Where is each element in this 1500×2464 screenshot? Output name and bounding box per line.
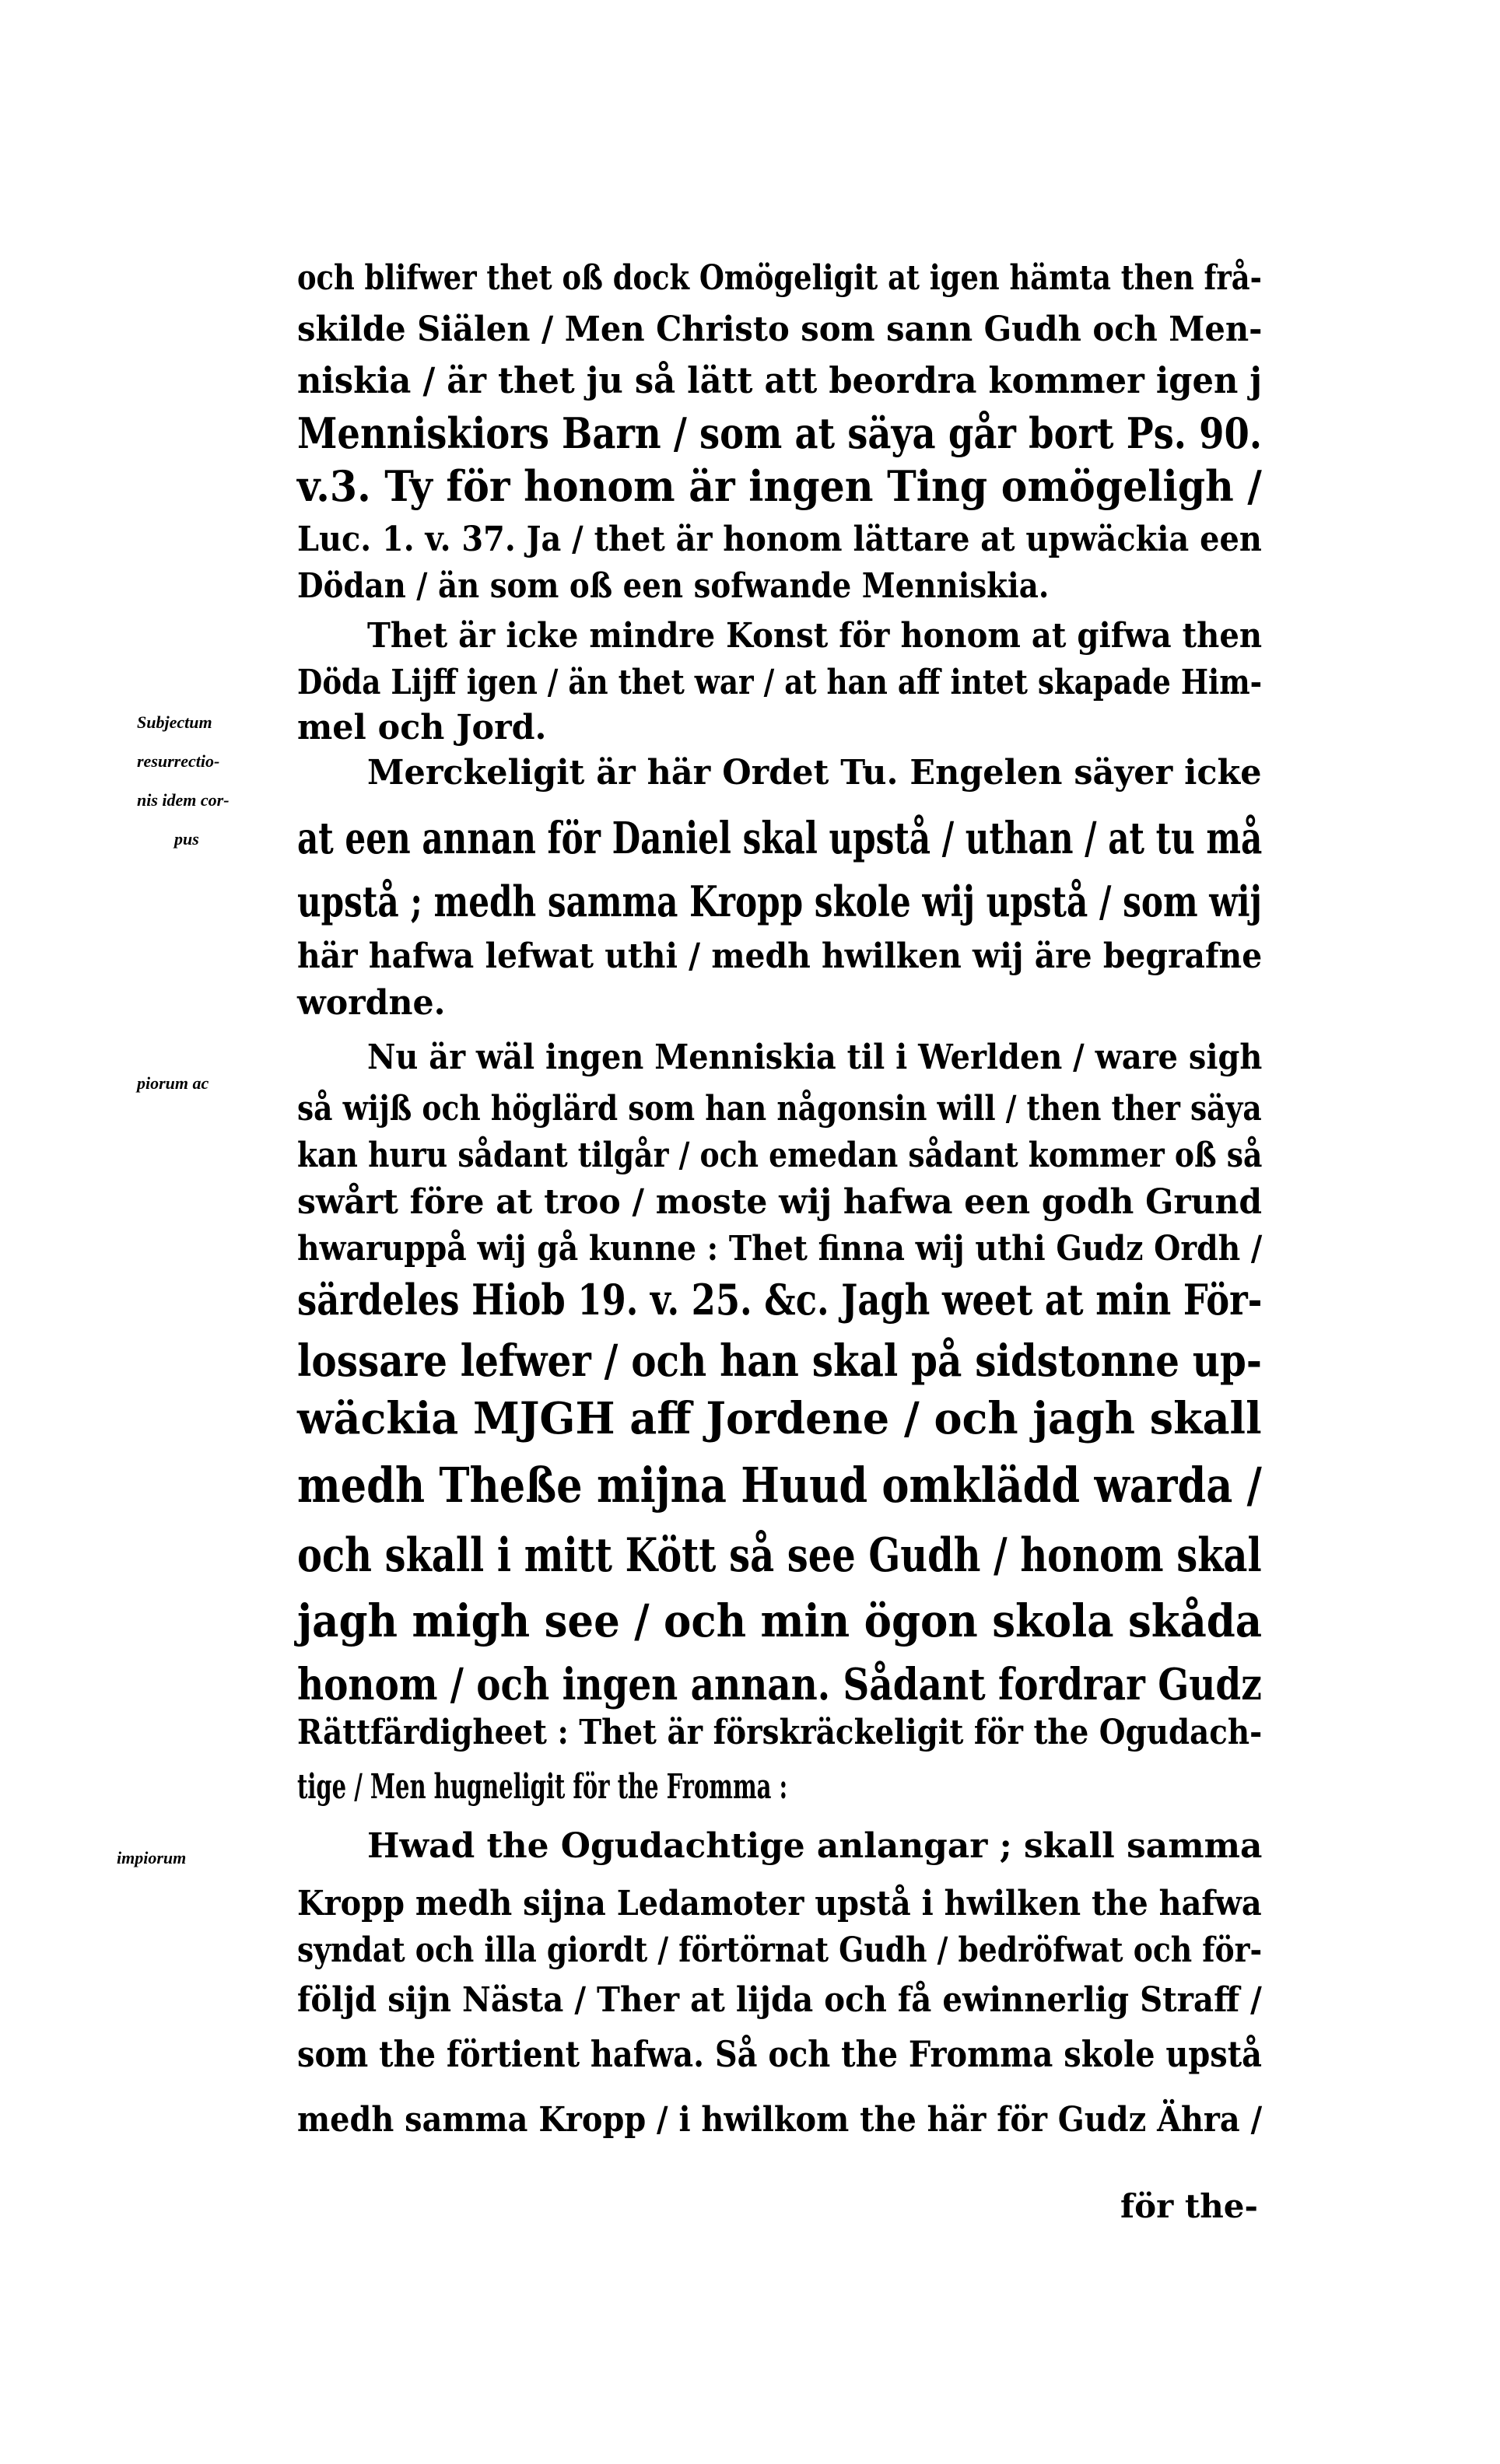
text-line: Rättfärdigheet : Thet är förskräckeligit för the Ogudach-	[297, 1712, 1263, 1752]
text-line: Nu är wäl ingen Menniskia til i Werlden / ware sigh	[367, 1037, 1263, 1077]
text-line: Döda Lijff igen / än thet war / at han aff intet skapade Him-	[297, 662, 1263, 702]
text-line: Kropp medh sijna Ledamoter upstå i hwilken the hafwa	[297, 1883, 1262, 1923]
text-line: kan huru sådant tilgår / och emedan sådant kommer oß så	[297, 1135, 1263, 1175]
margin-note: piorum ac	[137, 1073, 209, 1093]
text-line: skilde Siälen / Men Christo som sann Gudh och Men-	[297, 309, 1263, 349]
text-line: särdeles Hiob 19. v. 25. &c. Jagh weet at min För-	[297, 1274, 1263, 1325]
text-line: som the förtient hafwa. Så och the Fromma skole upstå	[297, 2033, 1262, 2076]
text-line: syndat och illa giordt / förtörnat Gudh / bedröfwat och för-	[297, 1930, 1263, 1970]
text-line: at een annan för Daniel skal upstå / uthan / at tu må	[297, 813, 1263, 865]
text-line: och skall i mitt Kött så see Gudh / honom skal	[297, 1528, 1262, 1583]
margin-note: resurrectio-	[137, 751, 220, 771]
text-line: upstå ; medh samma Kropp skole wij upstå / som wij	[297, 876, 1262, 926]
text-line: wäckia MJGH aff Jordene / och jagh skall	[297, 1393, 1262, 1445]
text-line: jagh migh see / och min ögon skola skåda	[297, 1594, 1263, 1648]
text-line: och blifwer thet oß dock Omögeligit at igen hämta then frå-	[297, 257, 1262, 298]
text-line: medh Theße mijna Huud omklädd warda /	[297, 1456, 1262, 1514]
text-line: honom / och ingen annan. Sådant fordrar Gudz	[297, 1659, 1262, 1711]
text-line: Hwad the Ogudachtige anlangar ; skall samma	[367, 1825, 1263, 1866]
text-line: Luc. 1. v. 37. Ja / thet är honom lättare at upwäckia een	[297, 519, 1262, 559]
text-line: Merckeligit är här Ordet Tu. Engelen säyer icke	[367, 752, 1262, 793]
text-line: lossare lefwer / och han skal på sidstonne up-	[297, 1335, 1262, 1388]
text-line: Thet är icke mindre Konst för honom at gifwa then	[367, 615, 1263, 656]
catchword: för the-	[1120, 2187, 1258, 2225]
text-line: hwaruppå wij gå kunne : Thet finna wij uthi Gudz Ordh /	[297, 1228, 1263, 1269]
margin-note: impiorum	[117, 1848, 187, 1867]
text-line: v.3. Ty för honom är ingen Ting omögeligh /	[297, 460, 1262, 511]
text-line: medh samma Kropp / i hwilkom the här för Gudz Ähra /	[297, 2099, 1263, 2140]
text-line: Dödan / än som oß een sofwande Menniskia.	[297, 565, 1050, 606]
text-line: här hafwa lefwat uthi / medh hwilken wij äre begrafne	[297, 936, 1263, 976]
text-line: swårt före at troo / moste wij hafwa een godh Grund	[297, 1181, 1263, 1222]
text-line: mel och Jord.	[297, 707, 547, 747]
text-line: wordne.	[297, 982, 446, 1023]
margin-note: nis idem cor-	[137, 790, 230, 810]
text-line: följd sijn Nästa / Ther at lijda och få ewinnerlig Straff /	[297, 1979, 1262, 2020]
text-line: niskia / är thet ju så lätt att beordra kommer igen j	[297, 359, 1262, 402]
margin-note: pus	[174, 829, 199, 849]
margin-note: Subjectum	[137, 712, 212, 732]
text-line: Menniskiors Barn / som at säya går bort Ps. 90.	[297, 408, 1262, 458]
text-line: tige / Men hugneligit för the Fromma :	[297, 1766, 788, 1807]
text-line: så wijß och höglärd som han någonsin will / then ther säya	[297, 1088, 1262, 1129]
